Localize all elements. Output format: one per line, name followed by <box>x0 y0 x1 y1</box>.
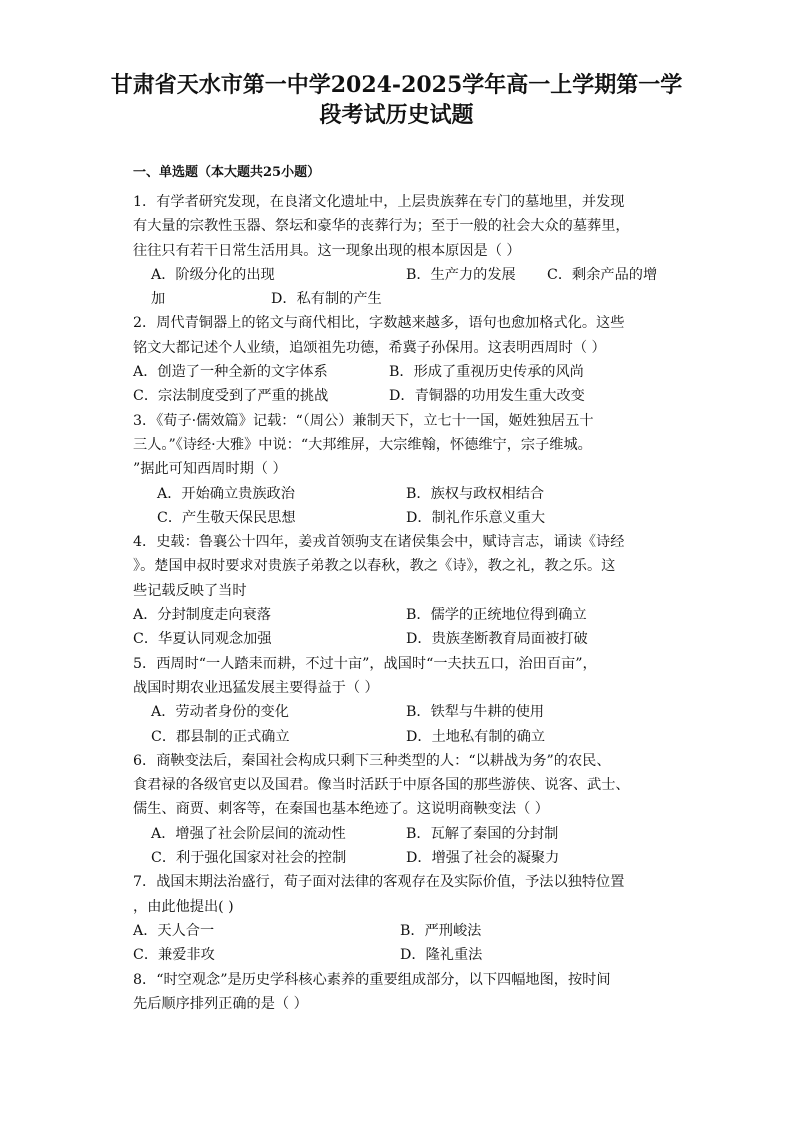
q1-options-row-2 <box>133 287 673 311</box>
q2-stem-line: 铭文大都记述个人业绩，追颂祖先功德，希冀子孙保用。这表明西周时（ ） <box>133 339 606 356</box>
q5-options-row-2 <box>133 725 673 749</box>
q4-option-d[interactable]: D．贵族垄断教育局面被打破 <box>406 631 588 648</box>
q2-option-d[interactable]: D．青铜器的功用发生重大改变 <box>389 388 585 405</box>
q7-stem-line: ，由此他提出( ) <box>133 898 234 915</box>
q7-options-row-1 <box>133 919 673 943</box>
q3-stem-line: 三人。”《诗经·大雅》中说：“大邦维屏，大宗维翰，怀德维宁，宗子维城。 <box>133 436 592 453</box>
q6-option-a[interactable]: A．增强了社会阶层间的流动性 <box>151 825 346 842</box>
exam-title-line-1: 甘肃省天水市第一中学2024-2025学年高一上学期第一学 <box>110 72 683 98</box>
q1-stem-line: 有大量的宗教性玉器、祭坛和豪华的丧葬行为；至于一般的社会大众的墓葬里， <box>133 218 630 235</box>
exam-title-line-2: 段考试历史试题 <box>319 102 474 128</box>
q2-options-row-2 <box>133 384 673 408</box>
q3-options-row-1 <box>133 482 673 506</box>
q5-stem-line: 战国时期农业迅猛发展主要得益于（ ） <box>133 679 379 696</box>
q8-stem-line: 8．“时空观念”是历史学科核心素养的重要组成部分，以下四幅地图，按时间 <box>133 971 611 988</box>
q2-option-a[interactable]: A．创造了一种全新的文字体系 <box>133 364 328 381</box>
q6-option-b[interactable]: B．瓦解了秦国的分封制 <box>406 825 559 842</box>
q5-option-a[interactable]: A．劳动者身份的变化 <box>151 704 289 721</box>
q7-option-a[interactable]: A．天人合一 <box>133 922 215 939</box>
q1-option-c[interactable]: C．剩余产品的增 <box>547 266 658 283</box>
q4-options-row-2 <box>133 627 673 651</box>
q3-options-row-2 <box>133 506 673 530</box>
q3-stem-line: ”据此可知西周时期（ ） <box>133 461 287 478</box>
q4-option-b[interactable]: B．儒学的正统地位得到确立 <box>406 607 587 624</box>
q7-option-d[interactable]: D．隆礼重法 <box>400 947 483 964</box>
q6-option-c[interactable]: C．利于强化国家对社会的控制 <box>151 850 347 867</box>
q2-option-b[interactable]: B．形成了重视历史传承的风尚 <box>389 364 584 381</box>
q4-stem-line: 4．史载：鲁襄公十四年，姜戎首领驹支在诸侯集会中，赋诗言志，诵读《诗经 <box>133 534 625 551</box>
q1-option-c-continued: 加 <box>151 291 166 308</box>
q3-option-d[interactable]: D．制礼作乐意义重大 <box>406 509 546 526</box>
q6-options-row-1 <box>133 822 673 846</box>
q4-option-c[interactable]: C．华夏认同观念加强 <box>133 631 272 648</box>
q2-option-c[interactable]: C．宗法制度受到了严重的挑战 <box>133 388 329 405</box>
q4-options-row-1 <box>133 603 673 627</box>
q1-stem-line: 往往只有若干日常生活用具。这一现象出现的根本原因是（ ） <box>133 242 521 259</box>
q7-options-row-2 <box>133 943 673 967</box>
q2-options-row-1 <box>133 360 673 384</box>
q4-option-a[interactable]: A．分封制度走向衰落 <box>133 607 271 624</box>
question-list <box>133 190 673 1016</box>
q4-stem-line: 》。楚国申叔时要求对贵族子弟教之以春秋，教之《诗》，教之礼，教之乐。这 <box>133 558 616 575</box>
q5-options-row-1 <box>133 700 673 724</box>
q1-option-d[interactable]: D．私有制的产生 <box>271 291 382 308</box>
q3-option-c[interactable]: C．产生敬天保民思想 <box>157 509 296 526</box>
q7-stem-line: 7．战国末期法治盛行，荀子面对法律的客观存在及实际价值，予法以独特位置 <box>133 874 625 891</box>
q8-stem-line: 先后顺序排列正确的是（ ） <box>133 995 308 1012</box>
q1-stem-line: 1．有学者研究发现，在良渚文化遗址中，上层贵族葬在专门的墓地里，并发现 <box>133 194 625 210</box>
q5-option-b[interactable]: B．铁犁与牛耕的使用 <box>406 704 545 721</box>
q3-option-a[interactable]: A．开始确立贵族政治 <box>157 485 295 502</box>
q5-stem-line: 5．西周时“一人踏耒而耕，不过十亩”，战国时“一夫扶五口，治田百亩”， <box>133 655 597 672</box>
q1-option-a[interactable]: A．阶级分化的出现 <box>151 266 275 283</box>
q6-options-row-2 <box>133 846 673 870</box>
q1-option-b[interactable]: B．生产力的发展 <box>406 266 516 283</box>
q2-stem-line: 2．周代青铜器上的铭文与商代相比，字数越来越多，语句也愈加格式化。这些 <box>133 315 625 332</box>
q7-option-b[interactable]: B．严刑峻法 <box>400 922 482 939</box>
q5-option-d[interactable]: D．土地私有制的确立 <box>406 728 546 745</box>
q3-option-b[interactable]: B．族权与政权相结合 <box>406 485 545 502</box>
q6-stem-line: 6．商鞅变法后，秦国社会构成只剩下三种类型的人：“以耕战为务”的农民、 <box>133 752 611 769</box>
q4-stem-line: 些记载反映了当时 <box>133 582 247 599</box>
q3-stem-line: 3．《荀子·儒效篇》记载：“（周公）兼制天下，立七十一国，姬姓独居五十 <box>133 412 594 429</box>
q6-stem-line: 食君禄的各级官吏以及国君。像当时活跃于中原各国的那些游侠、说客、武士、 <box>133 777 630 794</box>
exam-title <box>100 70 693 130</box>
q6-option-d[interactable]: D．增强了社会的凝聚力 <box>406 850 560 867</box>
section-heading: 一、单选题（本大题共25小题） <box>133 165 321 180</box>
q1-options-row-1 <box>133 263 673 287</box>
q7-option-c[interactable]: C．兼爱非攻 <box>133 947 215 964</box>
q5-option-c[interactable]: C．郡县制的正式确立 <box>151 728 290 745</box>
q6-stem-line: 儒生、商贾、刺客等，在秦国也基本绝迹了。这说明商鞅变法（ ） <box>133 801 549 818</box>
